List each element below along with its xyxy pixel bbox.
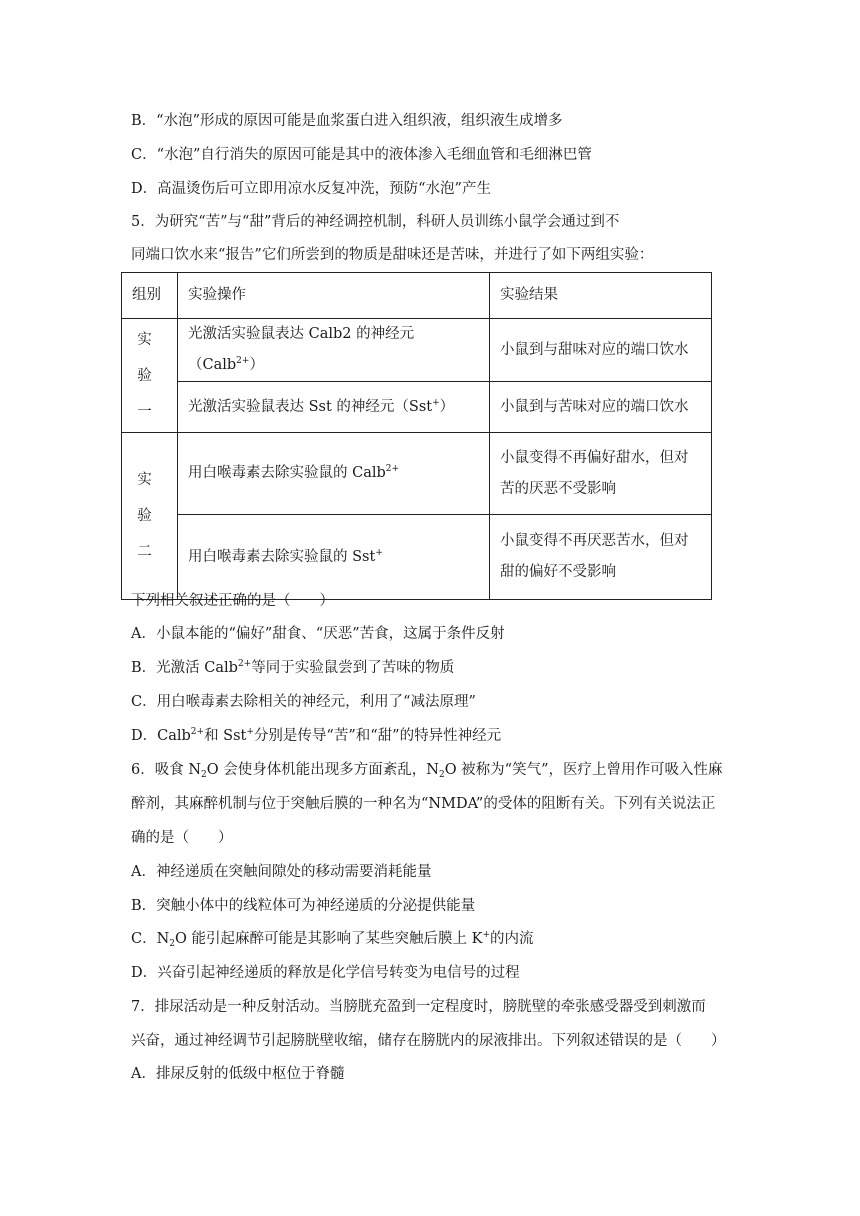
- q4-option-b: B．“水泡”形成的原因可能是血浆蛋白进入组织液，组织液生成增多: [131, 113, 563, 129]
- q5-option-a: A．小鼠本能的“偏好”甜食、“厌恶”苦食，这属于条件反射: [131, 626, 505, 642]
- experiment-table: [121, 272, 712, 600]
- q5-option-b: B．光激活 Calb$^{2+}$等同于实验鼠尝到了苦味的物质: [131, 659, 455, 676]
- q5-option-d: D．Calb$^{2+}$和 Sst+分别是传导“苦”和“甜”的特异性神经元: [131, 727, 502, 744]
- q4-option-c: C．“水泡”自行消失的原因可能是其中的液体渗入毛细血管和毛细淋巴管: [131, 147, 592, 163]
- header-result: 实验结果: [490, 273, 712, 319]
- operation-cell: 光激活实验鼠表达 Calb2 的神经元（Calb$^{2+}$）: [178, 319, 490, 382]
- table-row: [122, 382, 712, 433]
- table-header-row: [122, 273, 712, 319]
- q6-option-b: B．突触小体中的线粒体可为神经递质的分泌提供能量: [131, 898, 476, 914]
- header-operation: 实验操作: [178, 273, 490, 319]
- table-row: [122, 515, 712, 600]
- q5-option-c: C．用白喉毒素去除相关的神经元，利用了“减法原理”: [131, 694, 476, 710]
- header-group: 组别: [122, 273, 178, 319]
- result-cell: 小鼠变得不再偏好甜水，但对苦的厌恶不受影响: [490, 433, 712, 515]
- q6-stem-line1: 6．吸食 $N_2O$ 会使身体机能出现多方面紊乱，$N_2O$ 被称为“笑气”，医疗上曾用作可吸入性麻: [131, 762, 723, 780]
- table-row: [122, 433, 712, 515]
- result-cell: 小鼠到与苦味对应的端口饮水: [490, 382, 712, 433]
- table-row: [122, 319, 712, 382]
- q6-stem-line3: 确的是（ ）: [131, 830, 233, 846]
- group-label-experiment-2: 实验二: [122, 433, 178, 600]
- q5-question: 下列相关叙述正确的是（ ）: [131, 593, 334, 609]
- q6-option-a: A．神经递质在突触间隙处的移动需要消耗能量: [131, 864, 432, 880]
- result-cell: 小鼠到与甜味对应的端口饮水: [490, 319, 712, 382]
- q7-option-a: A．排尿反射的低级中枢位于脊髓: [131, 1066, 345, 1082]
- operation-cell: 用白喉毒素去除实验鼠的 Calb$^{2+}$: [178, 433, 490, 515]
- q5-stem-line1: 5．为研究“苦”与“甜”背后的神经调控机制，科研人员训练小鼠学会通过到不: [131, 214, 620, 230]
- q6-option-d: D．兴奋引起神经递质的释放是化学信号转变为电信号的过程: [131, 965, 520, 981]
- operation-cell: 用白喉毒素去除实验鼠的 Sst+: [178, 515, 490, 600]
- group-label-experiment-1: 实验一: [122, 319, 178, 433]
- result-cell: 小鼠变得不再厌恶苦水，但对甜的偏好不受影响: [490, 515, 712, 600]
- operation-cell: 光激活实验鼠表达 Sst 的神经元（Sst+）: [178, 382, 490, 433]
- q6-option-c: C．$N_2O$ 能引起麻醉可能是其影响了某些突触后膜上 K+的内流: [131, 930, 534, 949]
- q4-option-d: D．高温烫伤后可立即用凉水反复冲洗，预防“水泡”产生: [131, 181, 491, 197]
- q7-stem-line2: 兴奋，通过神经调节引起膀胱壁收缩，储存在膀胱内的尿液排出。下列叙述错误的是（ ）: [131, 1033, 726, 1049]
- q7-stem-line1: 7．排尿活动是一种反射活动。当膀胱充盈到一定程度时，膀胱壁的牵张感受器受到刺激而: [131, 999, 706, 1015]
- q6-stem-line2: 醉剂，其麻醉机制与位于突触后膜的一种名为“NMDA”的受体的阻断有关。下列有关说法正: [131, 796, 716, 812]
- q5-stem-line2: 同端口饮水来“报告”它们所尝到的物质是甜味还是苦味，并进行了如下两组实验：: [131, 247, 654, 263]
